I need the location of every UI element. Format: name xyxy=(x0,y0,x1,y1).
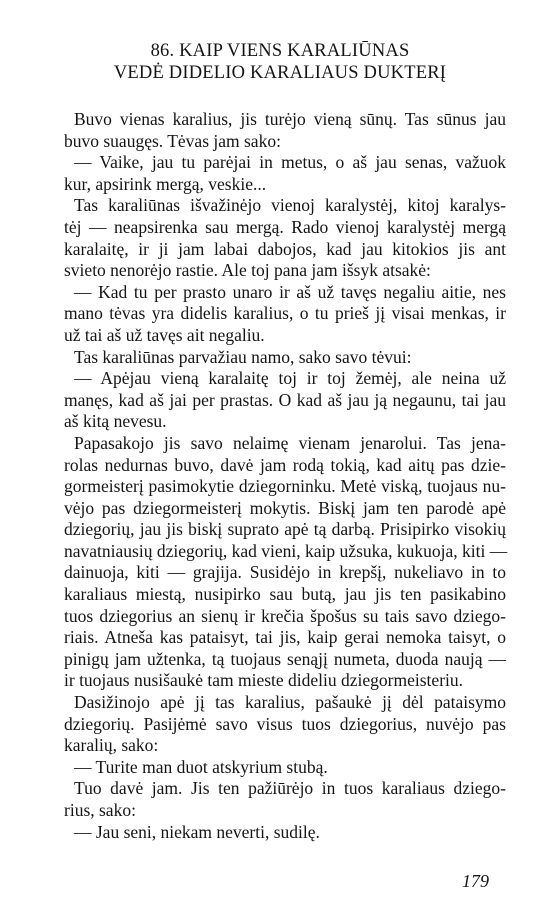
text-line: dziegorių. Pasijėmė savo visus tuos dziegorius, nuvėjo pas xyxy=(64,713,506,734)
story-body xyxy=(64,109,506,843)
text-line: aš kitą nevesu. xyxy=(64,411,167,432)
text-line: karaliaus miestą, nusipirko sau butą, jau jis ten pasikabino xyxy=(64,584,506,605)
text-line: karalaitę, ir ji jam labai dabojos, kad jau kitokios jis ant xyxy=(64,238,506,259)
text-line: Buvo vienas karalius, jis turėjo vieną sūnų. Tas sūnus jau xyxy=(74,109,506,129)
text-line: už tai aš už tavęs ait negaliu. xyxy=(64,324,265,345)
text-line: kur, apsirink mergą, veskie... xyxy=(64,173,267,194)
text-line: tuos dziegorius an sienų ir krečia špošus su tais savo dziego- xyxy=(64,605,506,626)
text-line: ir tuojaus nusišaukė tam mieste dideliu dziegormeisteriu. xyxy=(64,670,464,691)
text-line: karalių, sako: xyxy=(64,735,159,756)
text-line: Tuo davė jam. Jis ten pažiūrėjo in tuos karaliaus dziego- xyxy=(74,778,506,799)
text-line: riais. Atneša kas pataisyt, tai jis, kaip gerai nemoka taisyt, o xyxy=(64,627,506,648)
text-line: — Kad tu per prasto unaro ir aš už tavęs negaliu aitie, nes xyxy=(74,281,506,302)
text-line: pinigų jam užtenka, tą tuojaus senąjį numeta, duoda naują — xyxy=(64,648,506,669)
text-line: dziegorių, jau jis biskį suprato apė tą darbą. Prisipirko visokių xyxy=(64,519,506,540)
text-line: tėj — neapsirenka sau mergą. Rado vienoj karalystėj mergą xyxy=(64,216,506,237)
text-line: Dasižinojo apė jį tas karalius, pašaukė jį dėl pataisymo xyxy=(74,692,506,713)
text-line: navatniausių dziegorių, kad vieni, kaip užsuka, kukuoja, kiti — xyxy=(64,540,508,561)
text-line: — Vaike, jau tu parėjai in metus, o aš jau senas, važuok xyxy=(74,152,506,173)
story-title-line-2: VEDĖ DIDELIO KARALIAUS DUKTERĮ xyxy=(113,63,447,83)
text-line: rolas nedurnas buvo, davė jam rodą tokią, kad aitų pas dzie- xyxy=(64,454,506,475)
text-line: Papasakojo jis savo nelaimę vienam jenarolui. Tas jena- xyxy=(74,432,506,453)
story-title-line-1: 86. KAIP VIENS KARALIŪNAS xyxy=(150,41,410,61)
text-line: Tas karaliūnas parvažiau namo, sako savo tėvui: xyxy=(74,346,412,367)
page-number: 179 xyxy=(462,871,489,891)
text-line: svieto nenorėjo rastie. Ale toj pana jam išsyk atsakė: xyxy=(64,260,431,281)
text-line: dainuoja, kiti — grajija. Susidėjo in krepšį, nukeliavo in to xyxy=(64,562,506,583)
text-line: buvo suaugęs. Tėvas jam sako: xyxy=(64,130,281,151)
text-line: manęs, kad aš jai per prastas. O kad aš jau ją negaunu, tai jau xyxy=(64,389,506,410)
text-line: mano tėvas yra didelis karalius, o tu prieš jį visai menkas, ir xyxy=(64,303,506,324)
text-line: — Apėjau vieną karalaitę toj ir toj žemėj, ale neina už xyxy=(74,368,506,389)
text-line: vėjo pas dziegormeisterį mokytis. Biskį jam ten parodė apė xyxy=(64,497,506,518)
text-line: rius, sako: xyxy=(64,800,136,820)
text-line: — Turite man duot atskyrium stubą. xyxy=(74,756,328,777)
text-line: — Jau seni, niekam neverti, sudilę. xyxy=(74,821,320,842)
text-line: Tas karaliūnas išvažinėjo vienoj karalystėj, kitoj karalys- xyxy=(74,195,506,216)
text-line: gormeisterį pasimokytie dziegorninku. Metė viską, tuojaus nu- xyxy=(64,476,506,497)
